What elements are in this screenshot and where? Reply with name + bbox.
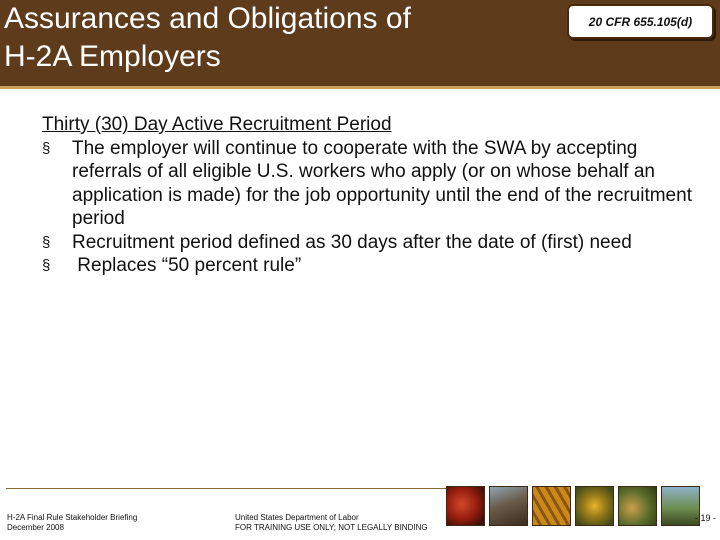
section-heading: Thirty (30) Day Active Recruitment Period — [42, 114, 392, 135]
slide-body — [42, 113, 702, 278]
cfr-citation-badge: 20 CFR 655.105(d) — [567, 4, 714, 39]
title-bar — [0, 0, 720, 86]
bullet-marker-icon: § — [42, 257, 51, 274]
bullet-text: Replaces “50 percent rule” — [72, 255, 302, 276]
footer-briefing-title: H-2A Final Rule Stakeholder Briefing — [7, 513, 138, 522]
photo-workers-icon — [489, 486, 528, 526]
slide-title-line-1: Assurances and Obligations of — [4, 2, 411, 35]
footer-briefing-date: December 2008 — [7, 523, 64, 532]
slide-title-line-2: H-2A Employers — [4, 40, 221, 73]
photo-peppers-icon — [446, 486, 485, 526]
photo-flower-icon — [575, 486, 614, 526]
bullet-marker-icon: § — [42, 233, 51, 251]
bullet-item — [42, 254, 702, 278]
footer-department-info — [235, 513, 455, 533]
footer-divider — [6, 488, 446, 489]
footer-disclaimer: FOR TRAINING USE ONLY; NOT LEGALLY BINDING — [235, 523, 428, 532]
header-divider — [0, 86, 720, 89]
bullet-item — [42, 231, 702, 255]
slide-title — [4, 0, 504, 76]
photo-crops-icon — [618, 486, 657, 526]
page-number: - 19 - — [694, 513, 716, 523]
bullet-item — [42, 137, 702, 231]
footer-department-name: United States Department of Labor — [235, 513, 359, 522]
photo-strip — [446, 486, 702, 528]
bullet-list — [42, 137, 702, 278]
bullet-marker-icon: § — [42, 139, 51, 157]
photo-honeycomb-icon — [532, 486, 571, 526]
bullet-text: Recruitment period defined as 30 days after the date of (first) need — [72, 231, 632, 253]
bullet-text: The employer will continue to cooperate with the SWA by accepting referrals of all eligible U.S. workers who apply (or on whose behalf an application is made) for the job opportunity until the end of the recruitment period — [72, 137, 692, 229]
footer-briefing-info — [7, 513, 207, 533]
